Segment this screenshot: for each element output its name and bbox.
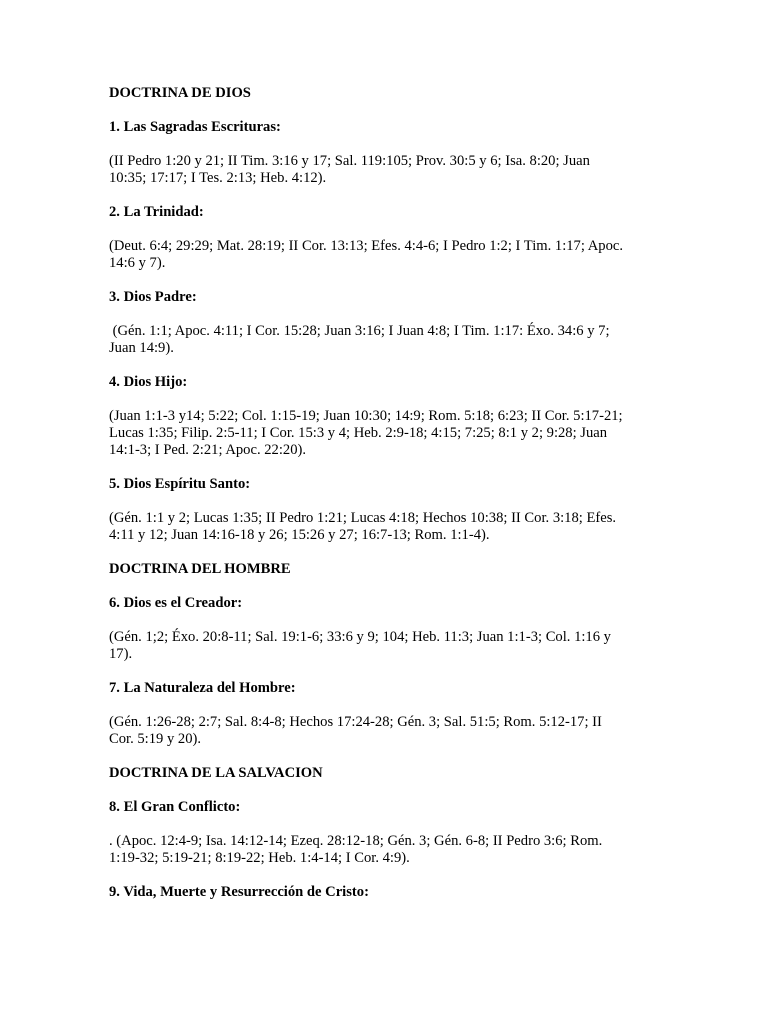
item-heading-sagradas-escrituras: 1. Las Sagradas Escrituras: xyxy=(109,119,281,135)
section-title-doctrina-de-dios: DOCTRINA DE DIOS xyxy=(109,85,251,101)
item-heading-vida-muerte-resurreccion: 9. Vida, Muerte y Resurrección de Cristo: xyxy=(109,884,369,900)
section-title-doctrina-salvacion: DOCTRINA DE LA SALVACION xyxy=(109,765,323,781)
item-refs-line: 1:19-32; 5:19-21; 8:19-22; Heb. 1:4-14; I Cor. 4:9). xyxy=(109,850,410,866)
item-heading-naturaleza-hombre: 7. La Naturaleza del Hombre: xyxy=(109,680,296,696)
item-refs-line: Juan 14:9). xyxy=(109,340,174,356)
item-refs-line: (Gén. 1:1; Apoc. 4:11; I Cor. 15:28; Juan 3:16; I Juan 4:8; I Tim. 1:17: Éxo. 34:6 y 7; xyxy=(109,323,610,339)
item-refs-line: . (Apoc. 12:4-9; Isa. 14:12-14; Ezeq. 28:12-18; Gén. 3; Gén. 6-8; II Pedro 3:6; Rom. xyxy=(109,833,603,849)
item-refs-line: 14:6 y 7). xyxy=(109,255,166,271)
item-heading-dios-creador: 6. Dios es el Creador: xyxy=(109,595,243,611)
item-refs-line: (Juan 1:1-3 y14; 5:22; Col. 1:15-19; Juan 10:30; 14:9; Rom. 5:18; 6:23; II Cor. 5:17-21; xyxy=(109,408,623,424)
item-heading-dios-padre: 3. Dios Padre: xyxy=(109,289,197,305)
item-refs-line: (Gén. 1;2; Éxo. 20:8-11; Sal. 19:1-6; 33:6 y 9; 104; Heb. 11:3; Juan 1:1-3; Col. 1:16 y xyxy=(109,629,611,645)
document-body xyxy=(109,85,669,901)
item-refs-line: 10:35; 17:17; I Tes. 2:13; Heb. 4:12). xyxy=(109,170,327,186)
item-heading-dios-hijo: 4. Dios Hijo: xyxy=(109,374,188,390)
item-heading-trinidad: 2. La Trinidad: xyxy=(109,204,204,220)
item-refs-line: 14:1-3; I Ped. 2:21; Apoc. 22:20). xyxy=(109,442,307,458)
item-refs-line: Cor. 5:19 y 20). xyxy=(109,731,202,747)
item-refs-line: (Deut. 6:4; 29:29; Mat. 28:19; II Cor. 13:13; Efes. 4:4-6; I Pedro 1:2; I Tim. 1:17; Apoc. xyxy=(109,238,624,254)
item-refs-line: Lucas 1:35; Filip. 2:5-11; I Cor. 15:3 y 4; Heb. 2:9-18; 4:15; 7:25; 8:1 y 2; 9:28; Juan xyxy=(109,425,608,441)
item-refs-line: (II Pedro 1:20 y 21; II Tim. 3:16 y 17; Sal. 119:105; Prov. 30:5 y 6; Isa. 8:20; Juan xyxy=(109,153,590,169)
item-refs-line: 4:11 y 12; Juan 14:16-18 y 26; 15:26 y 27; 16:7-13; Rom. 1:1-4). xyxy=(109,527,490,543)
item-refs-line: 17). xyxy=(109,646,133,662)
item-refs-line: (Gén. 1:26-28; 2:7; Sal. 8:4-8; Hechos 17:24-28; Gén. 3; Sal. 51:5; Rom. 5:12-17; II xyxy=(109,714,602,730)
item-heading-espiritu-santo: 5. Dios Espíritu Santo: xyxy=(109,476,251,492)
item-refs-line: (Gén. 1:1 y 2; Lucas 1:35; II Pedro 1:21; Lucas 4:18; Hechos 10:38; II Cor. 3:18; Efes. xyxy=(109,510,617,526)
item-heading-gran-conflicto: 8. El Gran Conflicto: xyxy=(109,799,241,815)
section-title-doctrina-del-hombre: DOCTRINA DEL HOMBRE xyxy=(109,561,291,577)
